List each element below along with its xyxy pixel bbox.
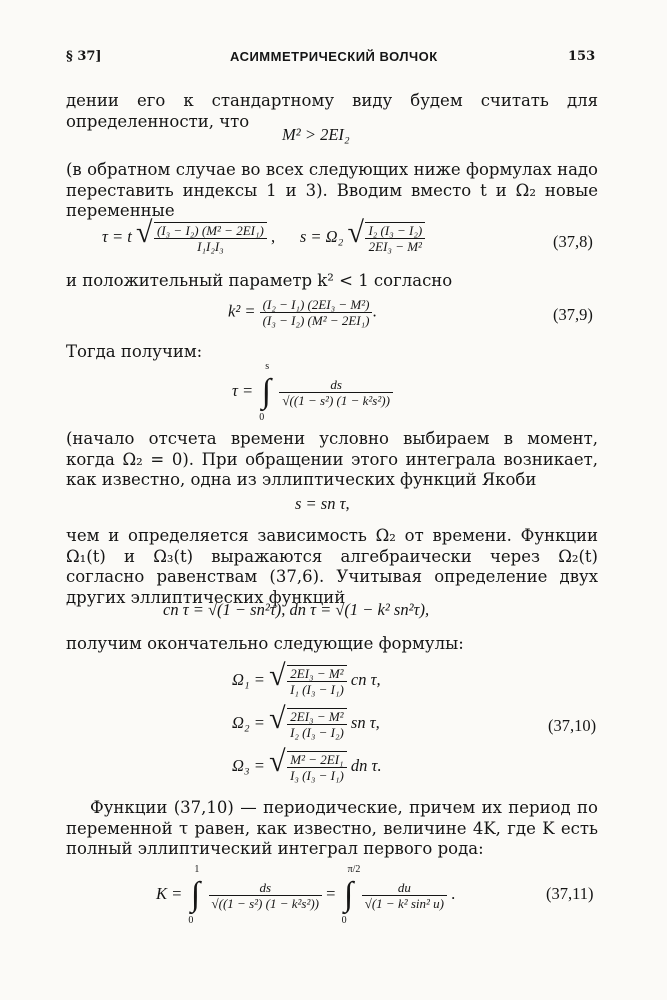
omega3-function: dn τ. xyxy=(350,755,382,775)
tau-denominator: I₁I₂I₃ xyxy=(154,238,267,254)
paragraph-intro: дении его к стандартному виду будем считать для определенности, что xyxy=(66,91,598,131)
K-int2-numerator: du xyxy=(397,879,411,895)
integral-sign: s ∫ 0 xyxy=(259,361,271,423)
omega2-lhs: Ω₂ = xyxy=(232,712,265,732)
equation-number-37-9: (37,9) xyxy=(553,305,593,324)
equation-tau-integral xyxy=(232,361,393,423)
paragraph-final: получим окончательно следующие формулы: xyxy=(66,634,464,653)
tau-numerator: (I₃ − I₂) (M² − 2EI₁) xyxy=(157,223,264,238)
equation-number-37-10: (37,10) xyxy=(548,716,597,735)
paragraph-variables: (в обратном случае во всех следующих ниже формулах надо переставить индексы 1 и 3). Вводим вместо t и Ω₂ новые переменные xyxy=(66,160,598,220)
equation-number-37-11: (37,11) xyxy=(546,884,594,903)
integral-sign-1: 1 ∫ 0 xyxy=(188,864,201,926)
omega2-numerator: 2EI₃ − M² xyxy=(290,709,344,724)
k2-lhs: k² = xyxy=(228,301,256,321)
integral-upper-limit: s xyxy=(265,361,270,372)
s-numerator: I₂ (I₃ − I₂) xyxy=(368,223,423,238)
tau-sqrt: √ $\frac{\text{(I₃ − I₂) (M² − 2EI₁)}}{\text{I₁I₂I₃}}$ xyxy=(136,222,267,254)
omega1-lhs: Ω₁ = xyxy=(232,669,265,689)
integral2-lower-limit: 0 xyxy=(341,915,347,926)
K-int2-denominator: √(1 − k² sin² u) xyxy=(362,895,447,911)
K-lhs: K = xyxy=(156,883,183,903)
equation-37-8: τ = t √ $\frac{\text{(I₃ − I₂) (M² − 2EI₁)}}{\text{I₁I₂I₃}}$ , s = Ω₂ √ $\frac{\text{I₂ (I₃ − I₂)}}{\text{2EI₃ − M²}}$ xyxy=(102,222,425,254)
integral-sign-2: π/2 ∫ 0 xyxy=(341,864,361,926)
tau-int-numerator: ds xyxy=(330,376,342,392)
omega3-denominator: I₃ (I₃ − I₁) xyxy=(287,767,347,783)
integral-lower-limit: 0 xyxy=(259,412,265,423)
equation-sn: s = sn τ, xyxy=(295,494,350,513)
paragraph-parameter: и положительный параметр k² < 1 согласно xyxy=(66,271,453,290)
omega1-function: cn τ, xyxy=(350,669,381,689)
tau-int-lhs: τ = xyxy=(232,380,254,400)
equals-sign: = xyxy=(326,883,336,903)
equation-condition: M² > 2EI₂ xyxy=(282,125,350,144)
equation-number-37-8: (37,8) xyxy=(553,232,593,251)
s-denominator: 2EI₃ − M² xyxy=(365,238,425,254)
tau-lhs: τ = t xyxy=(102,226,132,246)
omega1-denominator: I₁ (I₃ − I₁) xyxy=(287,681,347,697)
omega3-numerator: M² − 2EI₁ xyxy=(290,752,344,767)
omega1-numerator: 2EI₃ − M² xyxy=(290,666,344,681)
section-marker: § 37] xyxy=(66,49,102,64)
equation-37-11 xyxy=(156,864,456,926)
equation-omega-2: Ω₂ = √ $\frac{\text{2EI₃ − M²}}{\text{I₂ (I₃ − I₂)}}$ sn τ, xyxy=(232,702,380,740)
K-int1-denominator: √((1 − s²) (1 − k²s²)) xyxy=(209,895,323,911)
s-lhs: s = Ω₂ xyxy=(299,226,344,246)
K-int1-numerator: ds xyxy=(259,879,272,895)
paragraph-dependence: чем и определяется зависимость Ω₂ от времени. Функции Ω₁(t) и Ω₃(t) выражаются алгебраически через Ω₂(t) согласно равенствам (37,6). Учитывая определение двух других эллиптических функций xyxy=(66,526,598,607)
omega2-denominator: I₂ (I₃ − I₂) xyxy=(287,724,347,740)
k2-numerator: (I₂ − I₁) (2EI₃ − M²) xyxy=(262,297,370,312)
tau-int-denominator: √((1 − s²) (1 − k²s²)) xyxy=(279,392,393,408)
equation-cn-dn: cn τ = √(1 − sn²τ), dn τ = √(1 − k² sn²τ), xyxy=(163,600,430,619)
paragraph-then: Тогда получим: xyxy=(66,342,203,361)
equation-omega-3: Ω₃ = √ $\frac{\text{M² − 2EI₁}}{\text{I₃ (I₃ − I₁)}}$ dn τ. xyxy=(232,745,382,783)
k2-denominator: (I₃ − I₂) (M² − 2EI₁) xyxy=(260,312,373,328)
paragraph-origin: (начало отсчета времени условно выбираем в момент, когда Ω₂ = 0). При обращении этого интеграла возникает, как известно, одна из эллиптических функций Якоби xyxy=(66,429,598,489)
page-number: 153 xyxy=(568,49,596,64)
s-sqrt: √ $\frac{\text{I₂ (I₃ − I₂)}}{\text{2EI₃ − M²}}$ xyxy=(347,222,425,254)
integral1-upper-limit: 1 xyxy=(194,864,200,875)
omega2-function: sn τ, xyxy=(350,712,380,732)
running-title: АСИММЕТРИЧЕСКИЙ ВОЛЧОК xyxy=(230,49,438,64)
equation-end-period: . xyxy=(451,883,456,903)
equation-omega-1: Ω₁ = √ $\frac{\text{2EI₃ − M²}}{\text{I₁ (I₃ − I₁)}}$ cn τ, xyxy=(232,659,381,697)
omega3-lhs: Ω₃ = xyxy=(232,755,265,775)
equation-37-9: k² = $\frac{\text{(I₂ − I₁) (2EI₃ − M²)}}{\text{(I₃ − I₂) (M² − 2EI₁)}}$ . xyxy=(228,297,377,328)
paragraph-period: Функции (37,10) — периодические, причем их период по переменной τ равен, как известно, величине 4K, где K есть полный эллиптический интеграл первого рода: xyxy=(66,798,598,858)
integral1-lower-limit: 0 xyxy=(188,915,194,926)
integral2-upper-limit: π/2 xyxy=(347,864,361,875)
